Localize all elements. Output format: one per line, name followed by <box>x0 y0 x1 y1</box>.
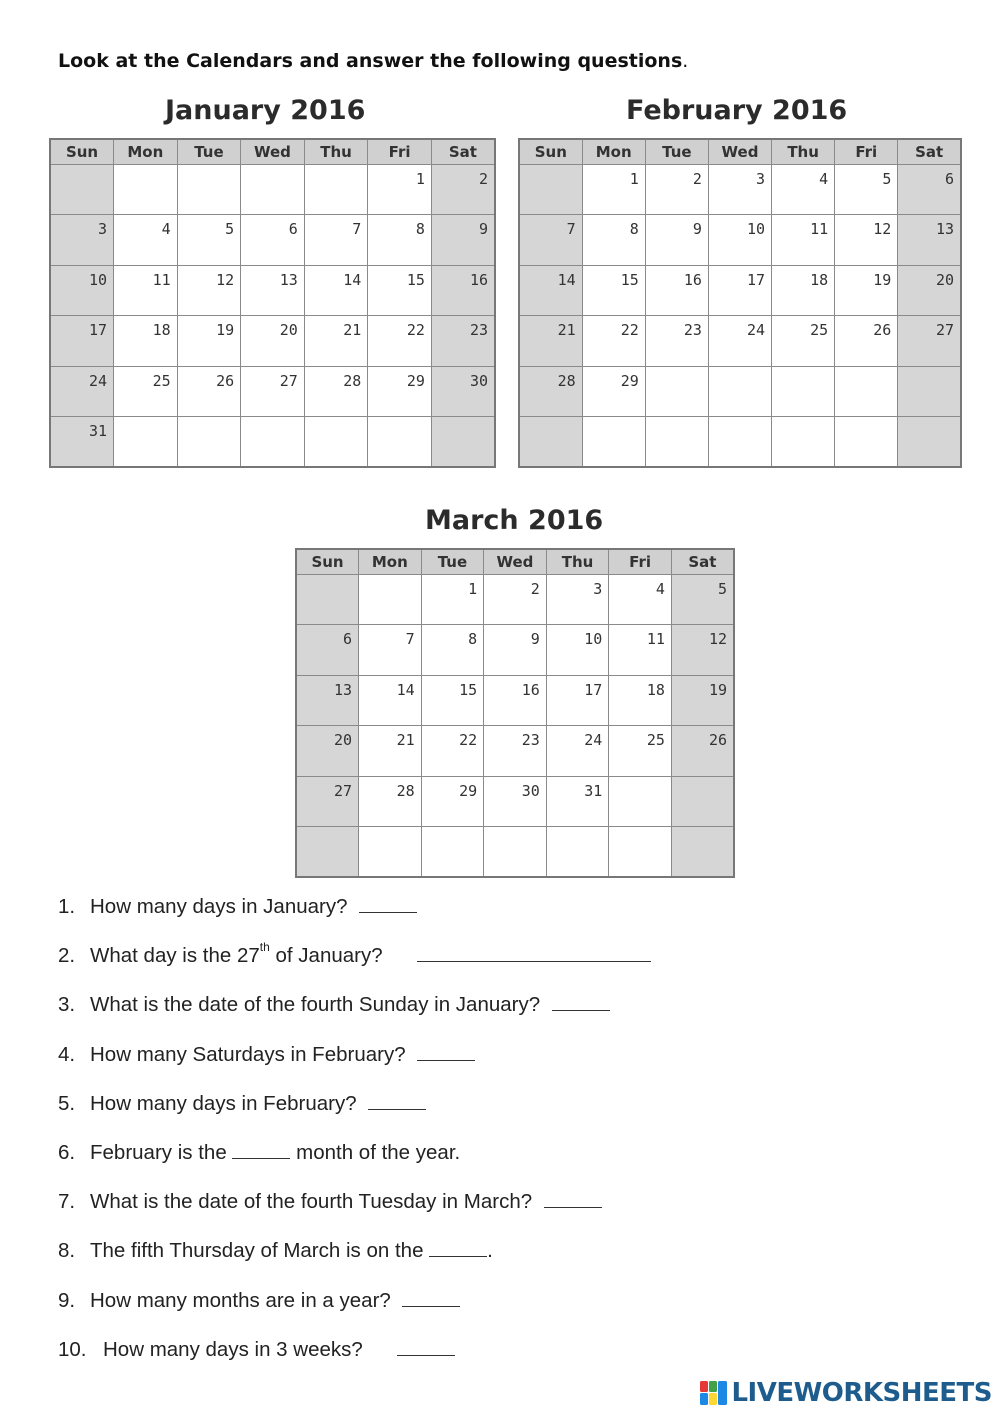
calendar-grid-february <box>518 138 962 468</box>
day-cell-january-12: 12 <box>177 265 241 316</box>
day-cell-march-18: 18 <box>609 675 672 726</box>
day-cell-february-12: 12 <box>835 215 898 266</box>
day-cell-february-22: 22 <box>582 316 645 367</box>
empty-day-cell <box>835 417 898 468</box>
calendar-week-row <box>296 574 734 625</box>
day-cell-january-22: 22 <box>368 316 432 367</box>
day-cell-january-1: 1 <box>368 164 432 215</box>
empty-day-cell <box>431 417 495 468</box>
calendar-week-row <box>296 625 734 676</box>
day-cell-february-25: 25 <box>772 316 835 367</box>
weekday-header-mon: Mon <box>359 549 422 574</box>
empty-day-cell <box>296 574 359 625</box>
day-cell-march-14: 14 <box>359 675 422 726</box>
day-cell-march-20: 20 <box>296 726 359 777</box>
day-cell-february-9: 9 <box>645 215 708 266</box>
question-6: 6. February is the month of the year. <box>58 1140 461 1164</box>
answer-blank-1[interactable] <box>359 895 417 913</box>
empty-day-cell <box>177 417 241 468</box>
weekday-header-sun: Sun <box>50 139 114 164</box>
answer-blank-7[interactable] <box>544 1190 602 1208</box>
weekday-header-thu: Thu <box>772 139 835 164</box>
day-cell-march-9: 9 <box>484 625 547 676</box>
day-cell-february-15: 15 <box>582 265 645 316</box>
day-cell-january-29: 29 <box>368 366 432 417</box>
weekday-header-sat: Sat <box>431 139 495 164</box>
day-cell-march-22: 22 <box>421 726 484 777</box>
empty-day-cell <box>708 366 771 417</box>
day-cell-february-18: 18 <box>772 265 835 316</box>
calendar-week-row <box>50 417 495 468</box>
day-cell-january-16: 16 <box>431 265 495 316</box>
day-cell-march-25: 25 <box>609 726 672 777</box>
day-cell-january-26: 26 <box>177 366 241 417</box>
weekday-header-row <box>296 549 734 574</box>
day-cell-january-4: 4 <box>114 215 178 266</box>
day-cell-january-6: 6 <box>241 215 305 266</box>
weekday-header-tue: Tue <box>421 549 484 574</box>
day-cell-february-2: 2 <box>645 164 708 215</box>
day-cell-march-30: 30 <box>484 776 547 827</box>
calendar-week-row <box>50 164 495 215</box>
empty-day-cell <box>671 776 734 827</box>
liveworksheets-logo-icon <box>699 1380 729 1406</box>
day-cell-january-20: 20 <box>241 316 305 367</box>
answer-blank-8[interactable] <box>429 1239 487 1257</box>
empty-day-cell <box>50 164 114 215</box>
empty-day-cell <box>772 366 835 417</box>
instruction-text <box>58 50 688 72</box>
day-cell-march-1: 1 <box>421 574 484 625</box>
empty-day-cell <box>304 164 368 215</box>
empty-day-cell <box>546 827 609 878</box>
empty-day-cell <box>296 827 359 878</box>
day-cell-february-17: 17 <box>708 265 771 316</box>
day-cell-march-7: 7 <box>359 625 422 676</box>
question-1: 1. How many days in January? <box>58 892 958 941</box>
day-cell-march-27: 27 <box>296 776 359 827</box>
answer-blank-4[interactable] <box>417 1043 475 1061</box>
weekday-header-sun: Sun <box>519 139 582 164</box>
day-cell-february-24: 24 <box>708 316 771 367</box>
weekday-header-fri: Fri <box>368 139 432 164</box>
day-cell-february-28: 28 <box>519 366 582 417</box>
empty-day-cell <box>484 827 547 878</box>
day-cell-march-28: 28 <box>359 776 422 827</box>
day-cell-january-17: 17 <box>50 316 114 367</box>
empty-day-cell <box>671 827 734 878</box>
liveworksheets-brand[interactable] <box>699 1378 992 1408</box>
day-cell-january-8: 8 <box>368 215 432 266</box>
day-cell-february-14: 14 <box>519 265 582 316</box>
logo-block-green <box>709 1381 717 1392</box>
question-5: 5. How many days in February? <box>58 1089 958 1138</box>
empty-day-cell <box>304 417 368 468</box>
question-10: 10. How many days in 3 weeks? <box>58 1335 958 1384</box>
day-cell-march-16: 16 <box>484 675 547 726</box>
weekday-header-wed: Wed <box>484 549 547 574</box>
weekday-header-mon: Mon <box>582 139 645 164</box>
weekday-header-thu: Thu <box>546 549 609 574</box>
answer-blank-9[interactable] <box>402 1289 460 1307</box>
day-cell-january-2: 2 <box>431 164 495 215</box>
day-cell-february-3: 3 <box>708 164 771 215</box>
empty-day-cell <box>421 827 484 878</box>
question-3: 3. What is the date of the fourth Sunday in January? <box>58 990 958 1039</box>
calendar-title-february: February 2016 <box>626 95 848 126</box>
day-cell-february-11: 11 <box>772 215 835 266</box>
weekday-header-row <box>519 139 961 164</box>
empty-day-cell <box>772 417 835 468</box>
answer-blank-10[interactable] <box>397 1338 455 1356</box>
day-cell-february-26: 26 <box>835 316 898 367</box>
question-9: 9. How many months are in a year? <box>58 1286 958 1335</box>
weekday-header-row <box>50 139 495 164</box>
calendar-week-row <box>50 265 495 316</box>
calendar-week-row <box>296 726 734 777</box>
empty-day-cell <box>114 417 178 468</box>
calendar-week-row <box>296 675 734 726</box>
day-cell-january-31: 31 <box>50 417 114 468</box>
day-cell-january-15: 15 <box>368 265 432 316</box>
empty-day-cell <box>114 164 178 215</box>
day-cell-march-24: 24 <box>546 726 609 777</box>
day-cell-january-11: 11 <box>114 265 178 316</box>
empty-day-cell <box>898 417 961 468</box>
weekday-header-sat: Sat <box>898 139 961 164</box>
day-cell-january-13: 13 <box>241 265 305 316</box>
empty-day-cell <box>519 164 582 215</box>
calendar-week-row <box>50 215 495 266</box>
empty-day-cell <box>177 164 241 215</box>
answer-blank-3[interactable] <box>552 993 610 1011</box>
day-cell-march-23: 23 <box>484 726 547 777</box>
instruction-main: Look at the Calendars and answer the following questions <box>58 50 683 72</box>
empty-day-cell <box>359 827 422 878</box>
day-cell-march-8: 8 <box>421 625 484 676</box>
weekday-header-fri: Fri <box>835 139 898 164</box>
day-cell-february-27: 27 <box>898 316 961 367</box>
question-7: 7. What is the date of the fourth Tuesday in March? <box>58 1187 958 1236</box>
day-cell-march-21: 21 <box>359 726 422 777</box>
empty-day-cell <box>835 366 898 417</box>
weekday-header-wed: Wed <box>241 139 305 164</box>
weekday-header-mon: Mon <box>114 139 178 164</box>
day-cell-march-29: 29 <box>421 776 484 827</box>
empty-day-cell <box>359 574 422 625</box>
calendar-week-row <box>519 215 961 266</box>
day-cell-february-29: 29 <box>582 366 645 417</box>
day-cell-march-26: 26 <box>671 726 734 777</box>
empty-day-cell <box>368 417 432 468</box>
day-cell-march-4: 4 <box>609 574 672 625</box>
calendar-week-row <box>519 316 961 367</box>
day-cell-january-3: 3 <box>50 215 114 266</box>
day-cell-january-10: 10 <box>50 265 114 316</box>
day-cell-january-9: 9 <box>431 215 495 266</box>
day-cell-january-5: 5 <box>177 215 241 266</box>
day-cell-february-5: 5 <box>835 164 898 215</box>
day-cell-february-23: 23 <box>645 316 708 367</box>
weekday-header-tue: Tue <box>645 139 708 164</box>
day-cell-february-1: 1 <box>582 164 645 215</box>
calendar-title-january: January 2016 <box>165 95 366 126</box>
day-cell-january-28: 28 <box>304 366 368 417</box>
day-cell-february-20: 20 <box>898 265 961 316</box>
day-cell-march-15: 15 <box>421 675 484 726</box>
day-cell-january-14: 14 <box>304 265 368 316</box>
day-cell-march-10: 10 <box>546 625 609 676</box>
day-cell-february-19: 19 <box>835 265 898 316</box>
empty-day-cell <box>898 366 961 417</box>
calendar-title-march: March 2016 <box>425 505 604 536</box>
question-4: 4. How many Saturdays in February? <box>58 1040 958 1089</box>
empty-day-cell <box>609 776 672 827</box>
weekday-header-wed: Wed <box>708 139 771 164</box>
weekday-header-sun: Sun <box>296 549 359 574</box>
day-cell-january-30: 30 <box>431 366 495 417</box>
day-cell-february-8: 8 <box>582 215 645 266</box>
day-cell-march-3: 3 <box>546 574 609 625</box>
question-8: 8. The fifth Thursday of March is on the . <box>58 1239 493 1263</box>
empty-day-cell <box>708 417 771 468</box>
day-cell-march-13: 13 <box>296 675 359 726</box>
calendar-week-row <box>296 776 734 827</box>
day-cell-march-31: 31 <box>546 776 609 827</box>
calendar-week-row <box>519 265 961 316</box>
day-cell-march-2: 2 <box>484 574 547 625</box>
calendar-grid-march <box>295 548 735 878</box>
empty-day-cell <box>645 417 708 468</box>
day-cell-january-18: 18 <box>114 316 178 367</box>
day-cell-march-5: 5 <box>671 574 734 625</box>
logo-block-yellow <box>709 1393 717 1405</box>
instruction-period: . <box>682 50 689 72</box>
calendar-week-row <box>296 827 734 878</box>
logo-block-red <box>700 1381 708 1392</box>
empty-day-cell <box>241 164 305 215</box>
day-cell-february-4: 4 <box>772 164 835 215</box>
day-cell-february-21: 21 <box>519 316 582 367</box>
empty-day-cell <box>609 827 672 878</box>
day-cell-march-19: 19 <box>671 675 734 726</box>
calendar-week-row <box>519 164 961 215</box>
answer-blank-2[interactable] <box>417 944 651 962</box>
answer-blank-5[interactable] <box>368 1092 426 1110</box>
day-cell-january-27: 27 <box>241 366 305 417</box>
day-cell-february-10: 10 <box>708 215 771 266</box>
answer-blank-6[interactable] <box>232 1141 290 1159</box>
day-cell-january-25: 25 <box>114 366 178 417</box>
day-cell-january-23: 23 <box>431 316 495 367</box>
day-cell-january-19: 19 <box>177 316 241 367</box>
day-cell-march-12: 12 <box>671 625 734 676</box>
empty-day-cell <box>582 417 645 468</box>
weekday-header-tue: Tue <box>177 139 241 164</box>
liveworksheets-brand-text: LIVEWORKSHEETS <box>731 1378 992 1408</box>
calendar-grid-january <box>49 138 496 468</box>
day-cell-january-21: 21 <box>304 316 368 367</box>
empty-day-cell <box>241 417 305 468</box>
day-cell-february-13: 13 <box>898 215 961 266</box>
calendar-week-row <box>50 366 495 417</box>
day-cell-february-16: 16 <box>645 265 708 316</box>
empty-day-cell <box>519 417 582 468</box>
weekday-header-thu: Thu <box>304 139 368 164</box>
questions-list <box>58 892 958 1384</box>
calendar-week-row <box>519 417 961 468</box>
empty-day-cell <box>645 366 708 417</box>
weekday-header-fri: Fri <box>609 549 672 574</box>
weekday-header-sat: Sat <box>671 549 734 574</box>
day-cell-january-7: 7 <box>304 215 368 266</box>
question-2: 2. What day is the 27th of January? <box>58 941 958 990</box>
day-cell-january-24: 24 <box>50 366 114 417</box>
day-cell-march-11: 11 <box>609 625 672 676</box>
calendar-week-row <box>519 366 961 417</box>
day-cell-march-6: 6 <box>296 625 359 676</box>
calendar-week-row <box>50 316 495 367</box>
day-cell-march-17: 17 <box>546 675 609 726</box>
logo-block-blue-2 <box>718 1381 727 1405</box>
day-cell-february-6: 6 <box>898 164 961 215</box>
logo-block-blue <box>700 1393 708 1405</box>
day-cell-february-7: 7 <box>519 215 582 266</box>
